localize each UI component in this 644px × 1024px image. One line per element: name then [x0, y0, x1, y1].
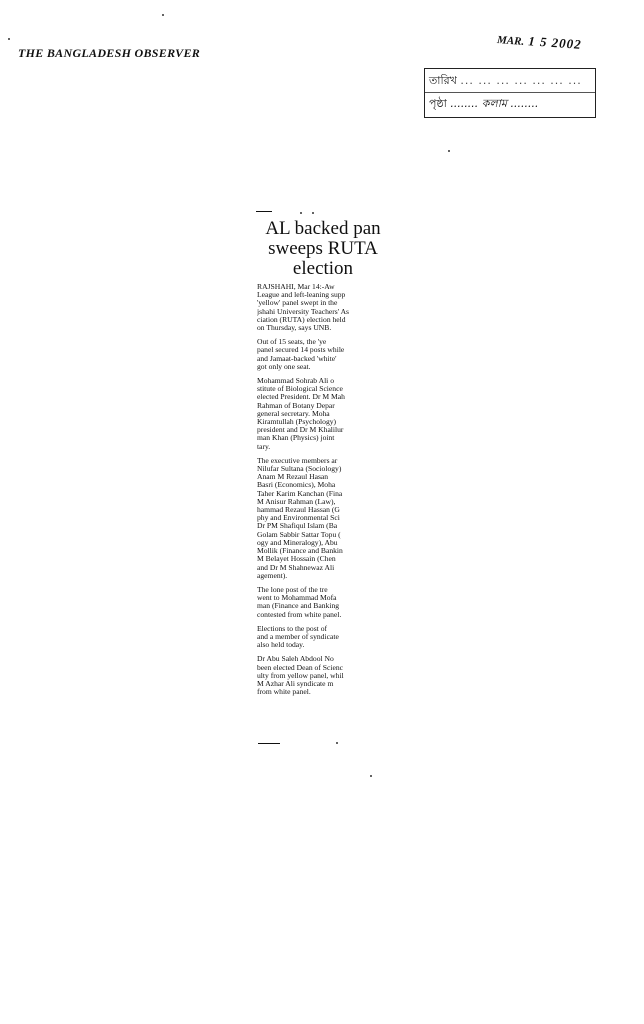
newspaper-name: THE BANGLADESH OBSERVER: [18, 46, 201, 60]
scan-speck: [448, 150, 450, 152]
article-body: [257, 283, 389, 702]
article-paragraph: The lone post of the tre went to Mohammad Mofa man (Finance and Banking contested from white panel.: [257, 584, 342, 619]
clipping-stamp-box: [424, 68, 596, 118]
date-stamp-day: 1 5 2002: [527, 33, 583, 52]
article-bottom-rule: [258, 743, 280, 744]
clipping-stamp-page-row: [429, 95, 538, 114]
scan-speck: [300, 212, 302, 214]
clipping-stamp-divider: [425, 92, 595, 93]
article-paragraph: The executive members ar Nilufar Sultana (Sociology) Anam M Rezaul Hasan Basri (Economics), Moha Taher Karim Kanchan (Fina M Anisur Rahman (Law), hammad Rezaul Hassan (G phy and Environmental Sci Dr PM Shafiqul Islam (Ba Golam Sabbir Sattar Topu ( ogy and Mineralogy), Abu Mollik (Finance and Bankin M Belayet Hossain (Chen and Dr M Shahnewaz Ali agement).: [257, 455, 343, 580]
date-stamp: [497, 31, 583, 53]
article-paragraph: Elections to the post of and a member of syndicate also held today.: [257, 623, 339, 650]
scan-speck: [370, 775, 372, 777]
scan-speck: [336, 742, 338, 744]
clipping-stamp-page-fill: ........ কলাম ........: [450, 97, 539, 110]
article-top-rule: [256, 211, 272, 212]
clipping-stamp-date-fill: ... ... ... ... ... ... ...: [460, 74, 582, 87]
article-paragraph: Dr Abu Saleh Abdool No been elected Dean of Scienc ulty from yellow panel, whil M Azhar Ali syndicate m from white panel.: [257, 654, 344, 697]
headline-line-2: sweeps RUTA: [268, 238, 378, 259]
article-paragraph: RAJSHAHI, Mar 14:-Aw League and left-leaning supp 'yellow' panel swept in the jshahi University Teachers' As ciation (RUTA) election held on Thursday, says UNB.: [257, 283, 350, 333]
scan-speck: [312, 212, 314, 214]
clipping-stamp-date-label: তারিখ: [429, 74, 457, 87]
scan-speck: [162, 14, 164, 16]
date-stamp-month: MAR.: [496, 34, 525, 48]
headline-line-3: election: [292, 258, 354, 279]
clipping-stamp-page-label: পৃষ্ঠা: [429, 97, 447, 110]
article-headline: [256, 219, 390, 279]
article-paragraph: Out of 15 seats, the 'ye panel secured 14 posts while and Jamaat-backed 'white' got only one seat.: [257, 337, 345, 371]
article-paragraph: Mohammad Sohrab Ali o stitute of Biological Science elected President. Dr M Mah Rahman of Botany Depar general secretary. Moha Kiramtullah (Psychology) president and Dr M Khalilur man Khan (Physics) joint tary.: [257, 376, 345, 451]
headline-line-1: AL backed pan: [265, 219, 381, 239]
scan-speck: [8, 38, 10, 40]
clipping-stamp-date-row: [429, 72, 582, 91]
